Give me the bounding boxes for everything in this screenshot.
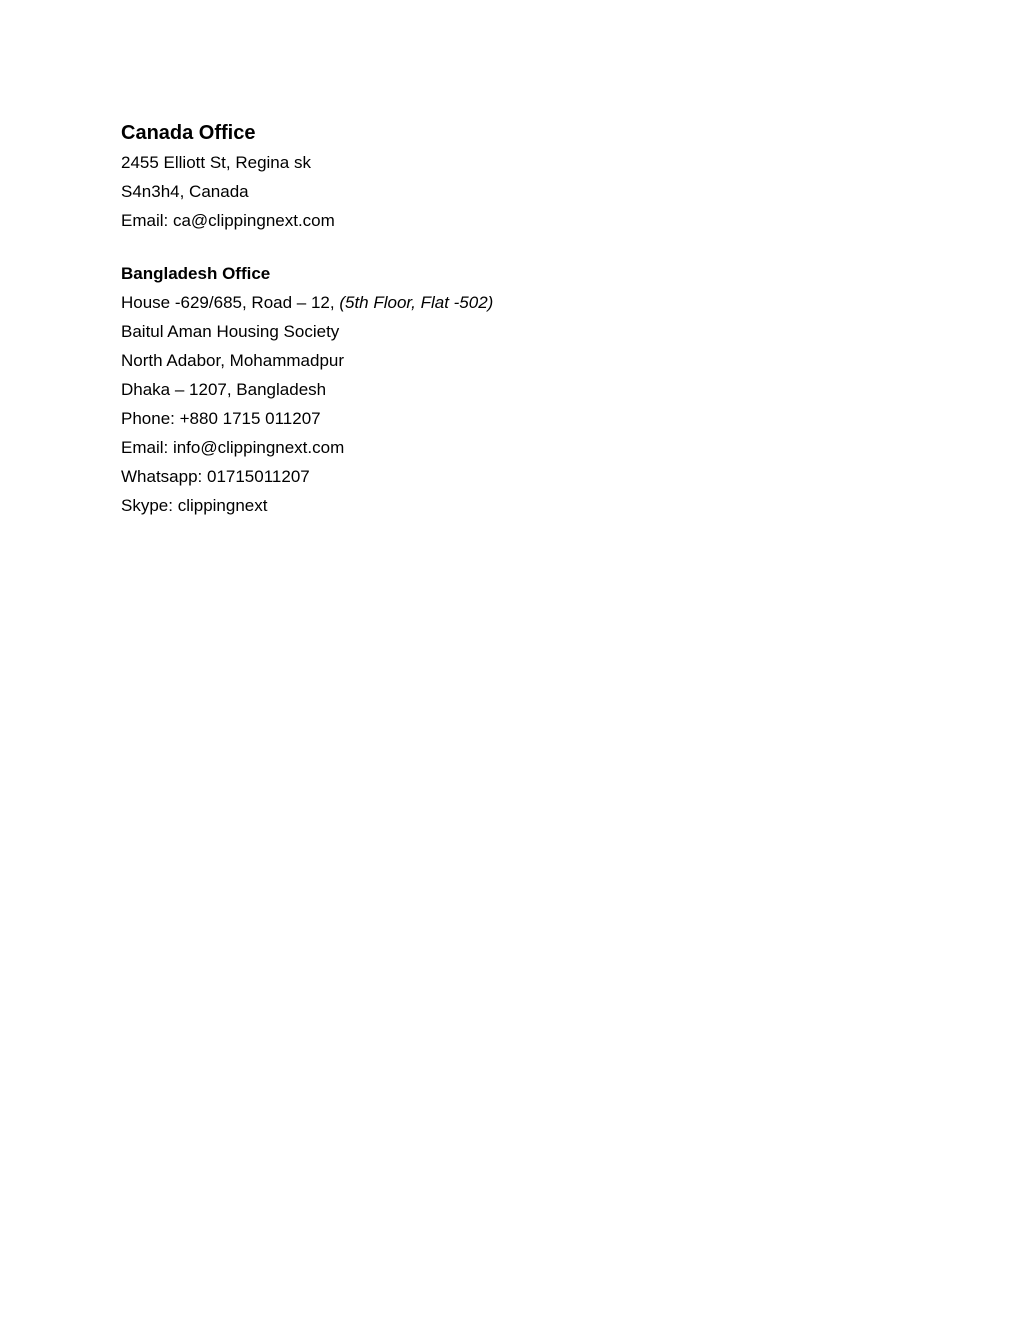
bangladesh-phone: Phone: +880 1715 011207 — [121, 409, 321, 428]
bangladesh-address-line-1 — [121, 288, 901, 317]
bangladesh-address-line-3: North Adabor, Mohammadpur — [121, 351, 345, 370]
canada-address-line-1: 2455 Elliott St, Regina sk — [121, 153, 311, 172]
canada-office-title: Canada Office — [121, 122, 256, 144]
bangladesh-address-line-4: Dhaka – 1207, Bangladesh — [121, 380, 327, 399]
bangladesh-house-road: House -629/685, Road – 12, — [121, 293, 340, 312]
canada-email: Email: ca@clippingnext.com — [121, 211, 335, 230]
canada-office-section — [121, 119, 901, 235]
bangladesh-office-title: Bangladesh Office — [121, 264, 271, 283]
bangladesh-office-section — [121, 259, 901, 520]
canada-address-line-2: S4n3h4, Canada — [121, 182, 249, 201]
section-spacer — [121, 235, 901, 259]
bangladesh-skype: Skype: clippingnext — [121, 496, 268, 515]
bangladesh-email: Email: info@clippingnext.com — [121, 438, 345, 457]
bangladesh-whatsapp: Whatsapp: 01715011207 — [121, 467, 310, 486]
document-page — [121, 119, 901, 520]
bangladesh-address-line-2: Baitul Aman Housing Society — [121, 322, 340, 341]
bangladesh-floor-flat: (5th Floor, Flat -502) — [339, 293, 494, 312]
